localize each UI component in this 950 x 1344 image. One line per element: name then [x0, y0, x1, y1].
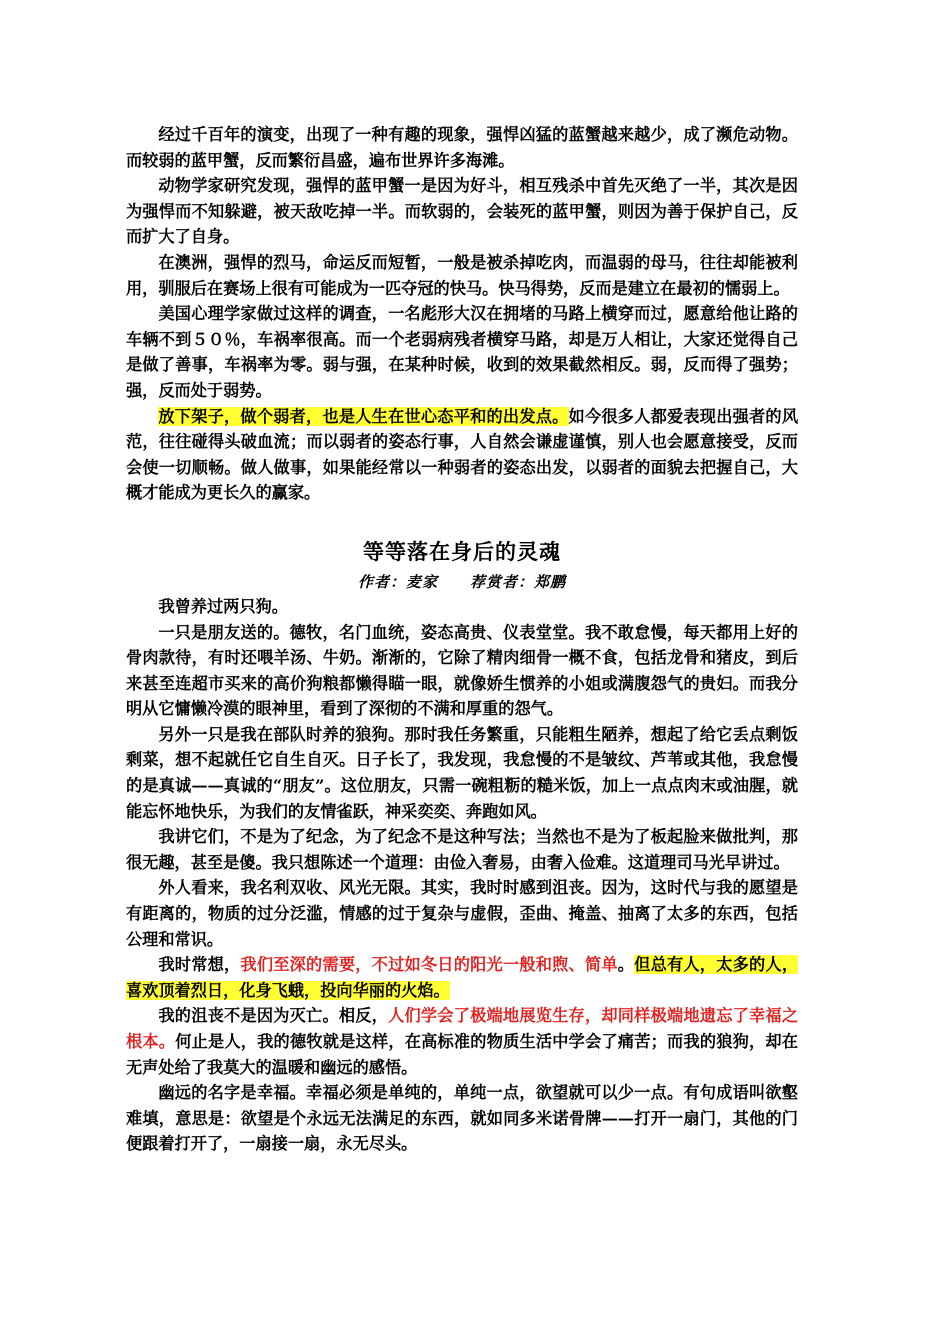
paragraph: 幽远的名字是幸福。幸福必须是单纯的，单纯一点，欲望就可以少一点。有句成语叫欲壑难填，意思是：欲望是个永远无法满足的东西，就如同多米诺骨牌——打开一扇门，其他的门便跟着打开了，一扇接一扇，永无尽头。	[126, 1083, 798, 1154]
paragraph-text: 我的沮丧不是因为灭亡。相反，	[158, 1006, 389, 1026]
paragraph	[126, 1003, 798, 1080]
paragraph: 外人看来，我名利双收、风光无限。其实，我时时感到沮丧。因为，这时代与我的愿望是有距离的，物质的过分泛滥，情感的过于复杂与虚假，歪曲、掩盖、抽离了太多的东西，包括公理和常识。	[126, 878, 798, 949]
paragraph-text: 何止是人，我的德牧就是这样，在高标准的物质生活中学会了痛苦；而我的狼狗，却在无声处给了我莫大的温暖和幽远的感悟。	[126, 1032, 798, 1077]
paragraph	[126, 952, 798, 1003]
paragraph: 在澳洲，强悍的烈马，命运反而短暂，一般是被杀掉吃肉，而温弱的母马，往往却能被利用，驯服后在赛场上很有可能成为一匹夺冠的快马。快马得势，反而是建立在最初的懦弱上。	[126, 252, 798, 298]
paragraph-text: 。	[617, 955, 635, 975]
reviewer: 荐赏者：郑鹏	[470, 572, 567, 591]
paragraph-text: 我时常想，	[158, 955, 241, 975]
paragraph: 动物学家研究发现，强悍的蓝甲蟹一是因为好斗，相互残杀中首先灭绝了一半，其次是因为强悍而不知躲避，被天敌吃掉一半。而软弱的，会装死的蓝甲蟹，则因为善于保护自己，反而扩大了自身。	[126, 176, 798, 247]
paragraph: 我曾养过两只狗。	[158, 596, 288, 616]
article-title: 等等落在身后的灵魂	[363, 539, 561, 564]
byline	[126, 570, 798, 594]
paragraph	[126, 404, 798, 506]
paragraph: 另外一只是我在部队时养的狼狗。那时我任务繁重，只能粗生陋养，想起了给它丢点剩饭剩菜，想不起就任它自生自灭。日子长了，我发现，我怠慢的不是皱纹、芦苇或其他，我怠慢的是真诚——真诚的“朋友”。这位朋友，只需一碗粗粝的糙米饭，加上一点点肉末或油腥，就能忘怀地快乐，为我们的友情雀跃，神采奕奕、奔跑如风。	[126, 724, 798, 821]
paragraph: 美国心理学家做过这样的调查，一名彪形大汉在拥堵的马路上横穿而过，愿意给他让路的车辆不到５０％，车祸率很高。而一个老弱病残者横穿马路，却是万人相让，大家还觉得自己是做了善事，车祸率为零。弱与强，在某种时候，收到的效果截然相反。弱，反而得了强势；强，反而处于弱势。	[126, 304, 798, 400]
highlighted-text: 但总有人，太多的人，喜欢顶着烈日，化身飞蛾，投向华丽的火焰。	[126, 955, 799, 1000]
paragraph: 一只是朋友送的。德牧，名门血统，姿态高贵、仪表堂堂。我不敢怠慢，每天都用上好的骨肉款待，有时还喂羊汤、牛奶。渐渐的，它除了精肉细骨一概不食，包括龙骨和猪皮，到后来甚至连超市买来的高价狗粮都懒得瞄一眼，就像娇生惯养的小姐或满腹怨气的贵妇。而我分明从它慵懒冷漠的眼神里，看到了深彻的不满和厚重的怨气。	[126, 622, 798, 719]
highlighted-text: 放下架子，做个弱者，也是人生在世心态平和的出发点。	[158, 406, 569, 426]
red-emphasis-text: 我们至深的需要，不过如冬日的阳光一般和煦、简单	[240, 955, 618, 975]
paragraph: 经过千百年的演变，出现了一种有趣的现象，强悍凶猛的蓝蟹越来越少，成了濒危动物。而较弱的蓝甲蟹，反而繁衍昌盛，遍布世界许多海滩。	[126, 125, 798, 170]
document-page	[126, 122, 798, 1157]
paragraph: 我讲它们，不是为了纪念，为了纪念不是这种写法；当然也不是为了板起脸来做批判，那很无趣，甚至是傻。我只想陈述一个道理：由俭入奢易，由奢入俭难。这道理司马光早讲过。	[126, 827, 798, 872]
author: 作者：麦家	[357, 572, 438, 591]
red-emphasis-text: 人们学会了极端地展览生存，却同样极端地遗忘了幸福之根本。	[126, 1006, 799, 1051]
paragraph-text: 如今很多人都爱表现出强者的风范，往往碰得头破血流；而以弱者的姿态行事，人自然会谦虚谨慎，别人也会愿意接受，反而会使一切顺畅。做人做事，如果能经常以一种弱者的姿态出发，以弱者的面貌去把握自己，大概才能成为更长久的赢家。	[126, 406, 799, 503]
